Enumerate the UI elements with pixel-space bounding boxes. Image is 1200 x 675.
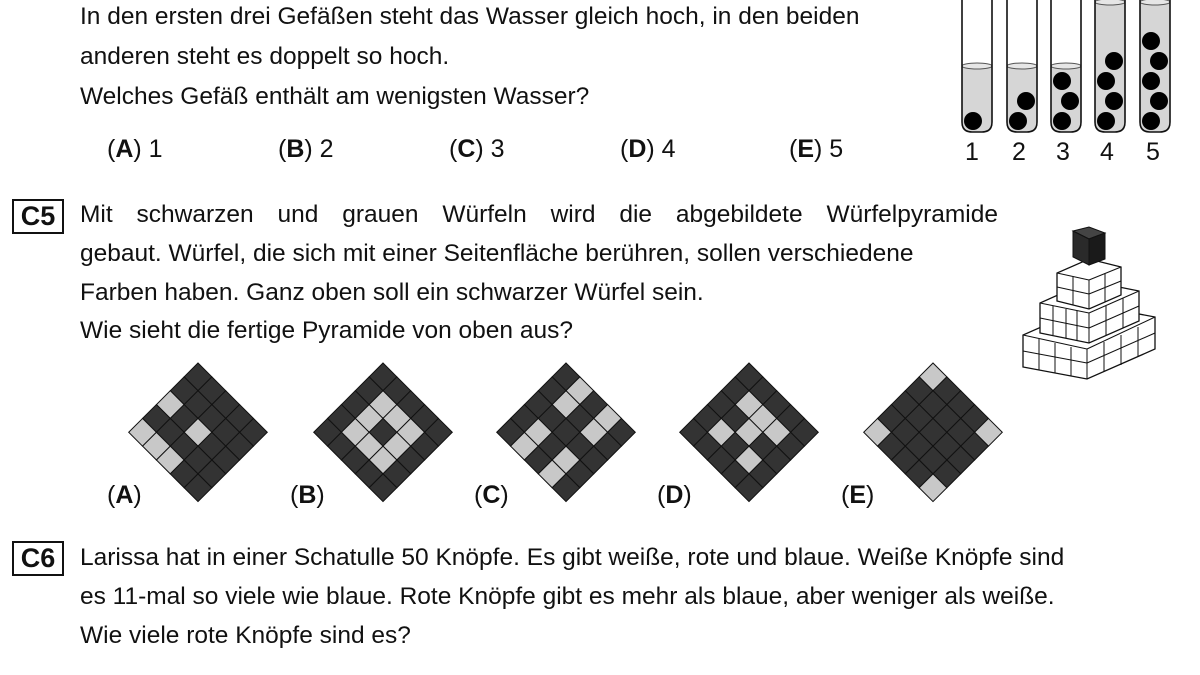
c6-number-badge: C6 (12, 541, 64, 576)
tube-2-water-surface (1007, 63, 1037, 69)
tube-2 (1007, 0, 1037, 132)
tube-label-1: 1 (965, 138, 979, 166)
option-e-top-view (863, 363, 1003, 503)
tube-label-2: 2 (1012, 138, 1026, 166)
grid-a-cells (129, 363, 268, 502)
option-d-top-view (679, 363, 819, 503)
grid-b-cells (314, 363, 453, 502)
option-c-top-view (496, 363, 636, 503)
c4-option-c: (C) 3 (449, 135, 505, 163)
tube-3-ball (1061, 92, 1079, 110)
tube-1 (962, 0, 992, 132)
c4-question-line-3: Welches Gefäß enthält am wenigsten Wasser? (80, 83, 590, 110)
c6-question-line-3: Wie viele rote Knöpfe sind es? (80, 622, 411, 649)
tube-4-ball (1105, 92, 1123, 110)
c5-number-badge: C5 (12, 199, 64, 234)
c4-tubes-figure (950, 0, 1180, 140)
c5-question-line-2: gebaut. Würfel, die sich mit einer Seitenfläche berühren, sollen verschiedene (80, 240, 914, 267)
tube-5-ball (1150, 92, 1168, 110)
tube-3-water-surface (1051, 63, 1081, 69)
c4-option-b: (B) 2 (278, 135, 334, 163)
tube-4-ball (1097, 112, 1115, 130)
tube-label-4: 4 (1100, 138, 1114, 166)
tube-2-ball (1017, 92, 1035, 110)
tube-3 (1051, 0, 1081, 132)
tube-5-ball (1150, 52, 1168, 70)
c5-question-line-1: Mit schwarzen und grauen Würfeln wird die abgebildete Würfelpyramide (80, 201, 998, 228)
c4-option-e: (E) 5 (789, 135, 844, 163)
tube-3-ball (1053, 112, 1071, 130)
tube-4-ball (1105, 52, 1123, 70)
option-b-top-view (313, 363, 453, 503)
tube-1-ball (964, 112, 982, 130)
tube-2-ball (1009, 112, 1027, 130)
c5-question-line-4: Wie sieht die fertige Pyramide von oben aus? (80, 317, 573, 344)
tube-4-ball (1097, 72, 1115, 90)
c4-option-d: (D) 4 (620, 135, 676, 163)
c5-option-b-label: (B) (290, 481, 325, 509)
tube-3-ball (1053, 72, 1071, 90)
tube-5-ball (1142, 72, 1160, 90)
tube-4-water-surface (1095, 0, 1125, 5)
c5-question-line-3: Farben haben. Ganz oben soll ein schwarzer Würfel sein. (80, 279, 704, 306)
tube-label-5: 5 (1146, 138, 1160, 166)
cube-pyramid-figure (1015, 225, 1170, 385)
grid-e-cells (864, 363, 1003, 502)
tube-5-ball (1142, 32, 1160, 50)
grid-c-cells (497, 363, 636, 502)
option-a-top-view (128, 363, 268, 503)
c5-option-d-label: (D) (657, 481, 692, 509)
c4-question-line-2: anderen steht es doppelt so hoch. (80, 43, 450, 70)
c4-option-a: (A) 1 (107, 135, 163, 163)
grid-d-cells (680, 363, 819, 502)
c6-question-line-1: Larissa hat in einer Schatulle 50 Knöpfe. Es gibt weiße, rote und blaue. Weiße Knöpfe sind (80, 544, 1065, 571)
tube-5-water-surface (1140, 0, 1170, 5)
c5-option-e-label: (E) (841, 481, 875, 509)
c5-option-a-label: (A) (107, 481, 142, 509)
tube-4 (1095, 0, 1125, 132)
c4-question-line-1: In den ersten drei Gefäßen steht das Wasser gleich hoch, in den beiden (80, 3, 860, 30)
c6-question-line-2: es 11-mal so viele wie blaue. Rote Knöpfe gibt es mehr als blaue, aber weniger als weiße. (80, 583, 1055, 610)
tube-label-3: 3 (1056, 138, 1070, 166)
c5-option-c-label: (C) (474, 481, 509, 509)
tube-1-water-surface (962, 63, 992, 69)
tube-5-ball (1142, 112, 1160, 130)
tube-5 (1140, 0, 1170, 132)
